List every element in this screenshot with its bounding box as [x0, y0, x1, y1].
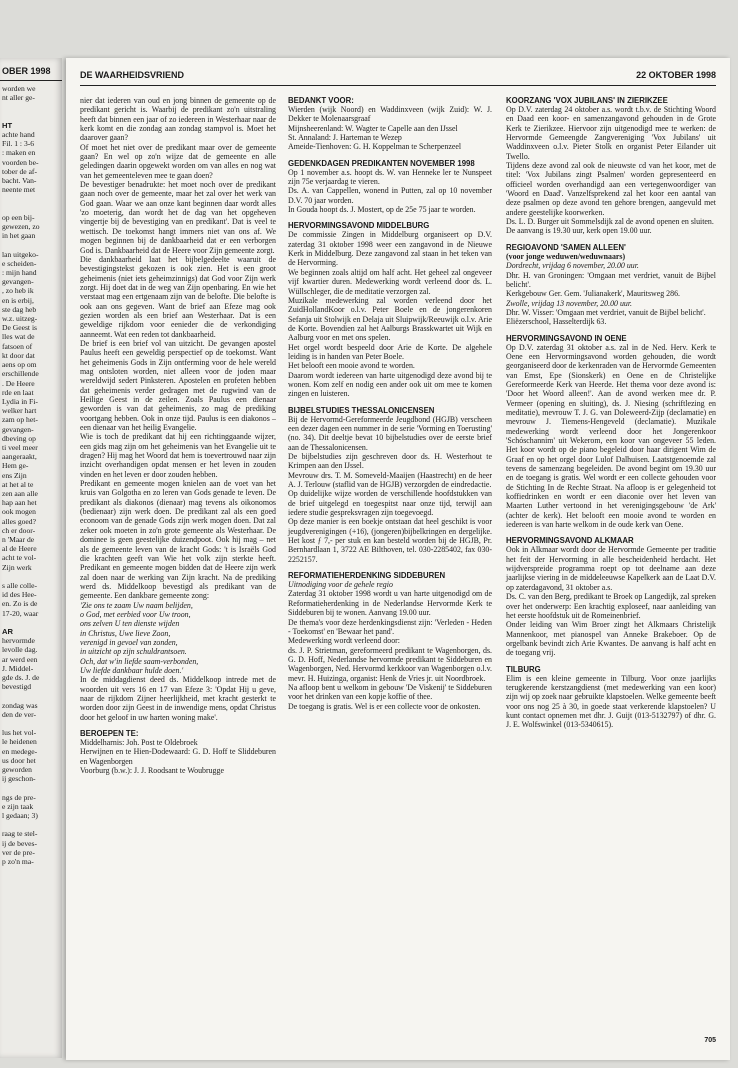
paragraph: Die dankbaarheid laat het bijbelgedeelte waaruit de bevestigingstekst gekozen is ook zien. Het is een groot geheimenis (niet iets geheimzinnigs) dat God voor Zijn werk zorgt. Hij doet dat in de weg van Zijn openbaring. En wie het verstaat mag een ertgenaam zijn van de belofte. Die belofte is ook aan ons gegeven. Want de brief aan Efeze mag ook gezien worden als een brief aan Westerhaar. Dat is een geweldige rijkdom voor eenieder die de verkondiging aanneemt. Wat een reden tot dankbaarheid. — [80, 254, 276, 339]
previous-page-line: at het al te — [2, 479, 34, 489]
previous-page-line: 17-20, waar — [2, 608, 39, 618]
previous-page-line: zondag was — [2, 700, 38, 710]
italic-line: in uitzicht op zijn schuldrantsoen. — [80, 647, 187, 657]
previous-page-line — [2, 194, 60, 203]
previous-page-line: en medege- — [2, 746, 38, 756]
italic-line: ons zelven U ten dienste wijden — [80, 619, 180, 629]
previous-page-line: lus het vol- — [2, 728, 37, 738]
previous-page-line — [2, 204, 60, 213]
paragraph: Daarom wordt iedereen van harte uitgenodigd deze avond bij te wonen. Kom zelf en nodig een ander ook uit om mee te komen zingen en luisteren. — [288, 370, 492, 399]
previous-page-line: gevangen- — [2, 424, 34, 434]
previous-page-line: voorden be- — [2, 157, 39, 167]
previous-page-line: ens Zijn — [2, 470, 27, 480]
previous-page-text — [2, 84, 60, 866]
previous-page-line: id des Hee- — [2, 590, 37, 600]
paragraph: De brief is een brief vol van uitzicht. De gevangen apostel Paulus heeft een geweldig perspectief op de toekomst. Want het geheimenis Gods in Zijn ontferming voor de hele wereld mag ontsloten worden, niet alleen voor de joden maar wereldwijd sedert Pinksteren. Apostelen en profeten hebben dat geheimenis verder gedragen met de rugwind van de Heilige Geest in de zeilen. Zoals Paulus een dienaar geworden is van dat geheimenis, zo mag de prediking voortgang hebben. Ook in onze tijd. Paulus is een diakonos – een dienaar van het heilig Evangelie. — [80, 338, 276, 433]
section-heading: HERVORMINGSAVOND MIDDELBURG — [288, 221, 430, 231]
paragraph: Medewerking wordt verleend door: — [288, 636, 400, 646]
previous-page-line: erschillende — [2, 369, 39, 379]
previous-page-line: hap aan het — [2, 498, 37, 508]
paragraph: De aanvang is 19.30 uur, kerk open 19.00 uur. — [506, 226, 652, 236]
paragraph: Op D.V. zaterdag 24 oktober a.s. wordt t.b.v. de Stichting Woord en Daad een koor- en samenzangavond gehouden in de Grote Kerk te Zierikzee. Hiervoor zijn uitgenodigd mee te werken: de Hervormde Gemeengde Zangvereniging 'Vox Jubilans' uit Waddinxveen o.l.v. Pieter Stolk en organist Peter Eilander uit Twello. — [506, 105, 716, 161]
paragraph: Herwijnen en te Hien-Dodewaard: G. D. Hoff te Sliddeburen en Wagenborgen — [80, 747, 276, 766]
previous-page-line — [2, 240, 60, 249]
previous-page-line: hervormde — [2, 636, 35, 646]
previous-page-line: bevestigd — [2, 682, 32, 692]
previous-page-line: bacht. Van- — [2, 176, 37, 186]
paragraph: Het orgel wordt bespeeld door Arie de Korte. De algehele leiding is in handen van Peter Boele. — [288, 342, 492, 361]
page-header — [80, 70, 716, 84]
paragraph: Voorburg (b.w.): J. J. Roodsant te Woubrugge — [80, 766, 224, 776]
page-number: 705 — [704, 1037, 716, 1044]
previous-page-fragment — [0, 58, 62, 1058]
paragraph: De commissie Zingen in Middelburg organiseert op D.V. zaterdag 31 oktober 1998 weer een zangavond in de Nieuwe Kerk in Middelburg. Deze zangavond zal staan in het teken van de Hervorming. — [288, 230, 492, 268]
paragraph: Onder leiding van Wim Broer zingt het Alkmaars Christelijk Mannenkoor, met pianospel van Anneke Brakeboer. Op de orgelbank bevindt zich Arie Kwantes. De aanvang is half acht en de toegang vrij. — [506, 620, 716, 658]
previous-page-line: dbeving op — [2, 433, 36, 443]
previous-page-line — [2, 783, 60, 792]
paragraph: ds. J. P. Strietman, gereformeerd predikant te Wagenborgen, ds. G. D. Hoff, Nederlandse hervormde predikant te Siddeburen en Wagenborgen, Ned. Hervormd kerkkoor van Wagenborgen o.l.v. mevr. H. Huizinga, organist: Henk de Vries jr. uit Noordbroek. — [288, 645, 492, 683]
column-2 — [288, 96, 492, 711]
previous-page-line: HT — [2, 120, 13, 130]
previous-page-line: worden we — [2, 84, 36, 93]
previous-page-line: e zijn taak — [2, 801, 34, 811]
previous-page-line: ij de beves- — [2, 838, 38, 848]
previous-page-line: : maken en — [2, 148, 36, 158]
previous-page-line — [2, 719, 60, 728]
paragraph: Muzikale medewerking zal worden verleend door het ZuidHollandKoor o.l.v. Peter Boele en de jongerenkoren Sefanja uit Stolwijk en Delaja uit Sluipwijk/Reeuwijk o.l.v. Arie de Korte. Bovendien zal het Aalburgs Brasskwartet uit Wijk en Aalburg voor en met ons spelen. — [288, 295, 492, 343]
previous-page-line: ij geschon- — [2, 774, 36, 784]
previous-page-line: fatsoen of — [2, 341, 33, 351]
paragraph: Ds. C. van den Berg, predikant te Broek op Langedijk, zal spreken over het onderwerp: Een krachtig exploseef, naar aanleiding van het eerste hoofdstuk uit de Romeinenbrief. — [506, 592, 716, 620]
italic-line: o God, met eerbied voor Uw troon, — [80, 609, 191, 619]
previous-page-line: , zo heb ik — [2, 286, 34, 296]
previous-page-line: gde ds. J. de — [2, 673, 40, 682]
paragraph: Ameide-Tienhoven: G. H. Koppelman te Scherpenzeel — [288, 142, 462, 152]
italic-line: Och, dat w'in liefde saam-verbonden, — [80, 656, 199, 666]
paragraph: Ook in Alkmaar wordt door de Hervormde Gemeente per traditie het feit der Hervorming in alle bescheidenheid herdacht. Het wijdverspreide programma roept op tot deelname aan deze jaarlijkse viering in de middeleeuwse Kapelkerk aan de Laat D.V. op zaterdagavond, 31 oktober a.s. — [506, 545, 716, 592]
previous-page-line: e scheiden- — [2, 258, 37, 268]
previous-page-line — [2, 618, 60, 627]
paragraph: Bij de Hervormd-Gereformeerde Jeugdbond (HGJB) verscheen een dezer dagen een nummer in de serie 'Vorming en Toerusting' (no. 34). Dit deeltje bevat 10 bijbelstudies over de eerste brief aan de Thessalonicensen. — [288, 414, 492, 452]
paragraph: Ds. A. van Cappellen, wonend in Putten, zal op 10 november D.V. 70 jaar worden. — [288, 186, 492, 205]
previous-page-line: De Geest is — [2, 323, 38, 333]
paragraph: De bijbelstudies zijn geschreven door ds. H. Westerhout te Krimpen aan den IJssel. — [288, 452, 492, 471]
previous-page-line: gewezen, zo — [2, 222, 40, 232]
paragraph: nier dat iederen van oud en jong binnen de gemeente op de predikant gericht is. Waarbij de predikant zo'n uitstraling heeft dat binnen een jaar of zo iedereen in Westerhaar naar de kerk komt en die zondag aan zondag stampvol is. Moet het daarover gaan? — [80, 96, 276, 143]
previous-page-line: le heidenen — [2, 737, 37, 747]
paragraph: Dhr. H. van Groningen: 'Omgaan met verdriet, vanuit de Bijbel belicht'. — [506, 270, 716, 289]
publication-title: DE WAARHEIDSVRIEND — [80, 70, 185, 80]
italic-line: Uw liefde dankbaar hulde doen.' — [80, 665, 184, 675]
column-1 — [80, 96, 276, 775]
section-heading: BEROEPEN TE: — [80, 729, 139, 739]
previous-page-line: neente met — [2, 185, 36, 195]
previous-page-line: geworden — [2, 765, 32, 775]
previous-page-rule — [0, 80, 62, 81]
previous-page-line: alles goed? — [2, 516, 36, 526]
previous-page-line: aens op om — [2, 360, 37, 370]
section-heading: REGIOAVOND 'SAMEN ALLEEN' — [506, 242, 626, 252]
previous-page-line: achte hand — [2, 130, 35, 140]
previous-page-line: lan uitgeko- — [2, 249, 39, 259]
paragraph: De toegang is gratis. Wel is er een collecte voor de onkosten. — [288, 701, 481, 711]
paragraph: Wie is toch de predikant dat hij een richtinggaande wijzer, een gids mag zijn om het geheimenis van het Evangelie uit te dragen? Hij mag het Woord dat hem is toevertrouwd naar zijn inzicht overhandigen opdat mensen er het leven in zouden vinden en het leven er door zouden hebben. — [80, 432, 276, 479]
paragraph: Op 1 november a.s. hoopt ds. W. van Henneke ler te Nunspeet zijn 75e verjaardag te vieren. — [288, 167, 492, 187]
paragraph: Middelharnis: Joh. Post te Oldebroek — [80, 738, 198, 748]
previous-page-line: Lydia in Fi- — [2, 396, 38, 406]
paragraph: Mijnsheerenland: W. Wagter te Capelle aan den IJssel — [288, 123, 458, 133]
italic-line: in Christus, Uwe lieve Zoon, — [80, 628, 171, 638]
previous-page-line: lles wat de — [2, 332, 35, 342]
section-heading: REFORMATIEHERDENKING SIDDEBUREN — [288, 571, 446, 581]
previous-page-line: ver de pre- — [2, 847, 35, 857]
section-heading: KOORZANG 'VOX JUBILANS' IN ZIERIKZEE — [506, 96, 668, 105]
paragraph: Ds. L. D. Burger uit Sommelsdijk zal de avond openen en sluiten. — [506, 217, 714, 227]
previous-page-line — [2, 820, 60, 829]
bold-line: (voor jonge weduwen/weduwnaars) — [506, 251, 626, 261]
paragraph: Dhr. W. Visser: 'Omgaan met verdriet, vanuit de Bijbel belicht'. — [506, 307, 706, 317]
section-heading: GEDENKDAGEN PREDIKANTEN NOVEMBER 1998 — [288, 158, 475, 168]
previous-page-line: Zijn werk — [2, 562, 32, 572]
italic-line: 'Zie ons te zaam Uw naam belijden, — [80, 600, 193, 610]
previous-page-line — [2, 572, 60, 581]
previous-page-line: nt aller ge- — [2, 93, 35, 103]
previous-page-header: OBER 1998 — [2, 66, 51, 76]
previous-page-line: levolle dag. — [2, 645, 38, 655]
previous-page-line: acht te vol- — [2, 553, 37, 563]
previous-page-line: welker hart — [2, 406, 37, 416]
previous-page-line: gevangen- — [2, 277, 34, 287]
previous-page-line: n 'Maar de — [2, 534, 35, 544]
paragraph: Zaterdag 31 oktober 1998 wordt u van harte uitgenodigd om de Reformatieherdenking in de Nederlandse Hervormde Kerk te Siddeburen bij te wonen. Aanvang 19.00 uur. — [288, 589, 492, 618]
column-3 — [506, 96, 716, 730]
previous-page-line: ook mogen — [2, 507, 36, 517]
paragraph: In Gouda hoopt ds. J. Mostert, op de 25e 75 jaar te worden. — [288, 205, 476, 215]
previous-page-line: den de ver- — [2, 709, 37, 719]
previous-page-line: aangeraakt, — [2, 452, 37, 462]
previous-page-line: in het gaan — [2, 231, 36, 241]
section-heading: HERVORMINGSAVOND IN OENE — [506, 333, 627, 343]
previous-page-line: kt door dat — [2, 350, 35, 360]
paragraph: Wierden (wijk Noord) en Waddinxveen (wijk Zuid): W. J. Dekker te Molenaarsgraaf — [288, 105, 492, 124]
paragraph: Op duidelijke wijze worden de verschillende hoofdstukken van de brief uitgelegd en toegespitst naar onze tijd, terwijl aan iedere studie gespreksvragen zijn toegevoegd. — [288, 489, 492, 518]
previous-page-line: ch er door- — [2, 525, 36, 535]
paragraph: We beginnen zoals altijd om half acht. Het geheel zal ongeveer vijf kwartier duren. Medewerking wordt verleend door ds. L. Wüllschleger, die de meditatie verzorgen zal. — [288, 267, 492, 296]
section-heading: TILBURG — [506, 664, 541, 674]
paragraph: St. Annaland: J. Harteman te Wezep — [288, 133, 402, 143]
section-heading: HERVORMINGSAVOND ALKMAAR — [506, 536, 634, 546]
issue-date: 22 OKTOBER 1998 — [636, 70, 716, 80]
previous-page-line: raag te stel- — [2, 829, 38, 839]
previous-page-line: Hem ge- — [2, 461, 29, 471]
section-heading: BIJBELSTUDIES THESSALONICENSEN — [288, 405, 435, 415]
paragraph: Elim is een kleine gemeente in Tilburg. Voor onze jaarlijks terugkerende kerstzangdienst (met medewerking van een koor) zijn wij op zoek naar gebruikte klapstoelen. Welke gemeente beeft voor ons nog 25 à 30, in goede staat verkerende klapstoelen? U kunt contact opnemen met dhr. J. Guijt (013-5132797) of dhr. G. J. E. Wolfswinkel (013-5340615). — [506, 673, 716, 730]
section-heading: BEDANKT VOOR: — [288, 96, 354, 105]
paragraph: Predikant en gemeente mogen knielen aan de voet van het kruis van Golgotha en zo leren van Gods genade te leven. De predikant als diakonos (dienaar) mag tevens als oikonomos (bedienaar) zijn werk doen. De predikant zal als een goed econoom van de genade Gods zijn werk mogen doen. Dat zal zeker ook moeten in zo'n grote gemeente als Westerhaar. De dominee is geen geestelijke duizendpoot. Ook hij mag – net als de gemeente leven van de kracht Gods: 't is Israëls God die krachten geeft van Wie het volk zijn sterkte heeft. Predikant en gemeente mogen bidden dat de Heere zijn werk zal doen naar de werking van Zijn kracht. Na de prediking werd ds. Middelkoop bevestigd als predikant van de gemeente. Een dankbare gemeente zong: — [80, 479, 276, 601]
previous-page-line — [2, 691, 60, 700]
previous-page-line: ti veel meer — [2, 442, 38, 452]
previous-page-line: s alle colle- — [2, 580, 37, 590]
previous-page-line: zam op het- — [2, 415, 38, 425]
paragraph: Eliëzerschool, Hasselterdijk 63. — [506, 317, 607, 327]
previous-page-line: al de Heere — [2, 544, 37, 554]
previous-page-line: J. Middel- — [2, 663, 34, 673]
previous-page-line: ar werd een — [2, 654, 38, 664]
previous-page-line: tober de af- — [2, 166, 37, 176]
previous-page-line: en is erbij, — [2, 295, 34, 305]
previous-page-line — [2, 112, 60, 121]
italic-line: Zwolle, vrijdag 13 november, 20.00 uur. — [506, 298, 633, 308]
previous-page-line: op een bij- — [2, 212, 35, 222]
italic-line: verenigd in gevoel van zonden, — [80, 637, 178, 647]
paragraph: Na afloop bent u welkom in gebouw 'De Viskenij' te Siddeburen voor het drinken van een kopje koffie of thee. — [288, 682, 492, 702]
previous-page-line: ngs de pre- — [2, 792, 36, 802]
previous-page-line: : mijn hand — [2, 268, 37, 278]
previous-page-line: us door het — [2, 755, 36, 765]
previous-page-line: AR — [2, 626, 13, 636]
paragraph: Het belooft een mooie avond te worden. — [288, 361, 415, 371]
previous-page-line: . De Heere — [2, 378, 35, 388]
paragraph: In de middagdienst deed ds. Middelkoop intrede met de woorden uit vers 16 en 17 van Efeze 3: 'Opdat Hij u geve, naar de rijkdom Zijner heerlijkheid, met kracht gesterkt te worden door zijn Geest in de inwendige mens, opdat Christus door het geloof in uw harten woning make'. — [80, 675, 276, 722]
previous-page-line: Fil. 1 : 3-6 — [2, 139, 35, 149]
previous-page-line: l gedaan; 3) — [2, 811, 38, 821]
previous-page-line: w.z. uitzeg- — [2, 314, 38, 324]
previous-page-line: ste dag heb — [2, 304, 37, 314]
previous-page-line: en. Zo is de — [2, 599, 38, 609]
previous-page-line: p zo'n ma- — [2, 857, 34, 867]
previous-page-line: zen aan alle — [2, 488, 38, 498]
previous-page-line: rde en laat — [2, 387, 34, 397]
paragraph: De bevestiger benadrukte: het moet noch over de predikant gaan noch over de gemeente, maar het zal over het werk van God gaan. Waar we aan onze kant beginnen daar wordt alles 'zo moeterig, dan wordt het de dag van het opgeheven vingertje bij de bevestiging van en predikant'. Dat is veel te wettisch. De toekomst hangt immers niet van ons af. We mogen beginnen bij de dankbaarheid dat er een verborgen God is. Dankbaarheid dat de Heere voor Zijn gemeente zorgt. — [80, 180, 276, 255]
newspaper-page — [66, 58, 730, 1060]
paragraph: Op D.V. zaterdag 31 oktober a.s. zal in de Ned. Herv. Kerk te Oene een Hervormingsavond worden gehouden, die wordt georganiseerd door de kerkenraden van de Hervormde Gemeenten van Emst, Epe (Sionskerk) en Oene en de Christelijke Gereformeerde Kerk van Heerde. Het thema voor deze avond is: 'Door het Woord alleen!'. Aan de avond werken mee dr. P. Vermeer (opening en sluiting), ds. J. Niesing (schriftlezing en meditatie), mevrouw T. J. G. van Doleweerd-Zijp (declamatie) en mevrouw J. Tiemens-Hengeveld (declamatie). Muzikale medewerking wordt verleend door het Jongerenkoor 'Schóschannim' uit Wekerom, een koor van ongeveer 55 leden. Het koor wordt op de piano begeleid door haar dirigent Wim de Graaf en op het orgel door Lulof Dalhuisen. Laatstgenoemde zal tevens de samenzang begeleiden. De avond begint om 19.30 uur en de toegang is gratis. Wel wordt er een collecte gehouden voor de Stichting In de Rechte Straat. Na afloop is er gelegenheid tot koffiedrinken en wordt er een diaconie over het leven van Maarten Luther vertoond in het verenigingsgebouw 'de Ark' (achter de kerk). Het belooft een mooie avond te worden en iedereen is van harte welkom in de oude kerk van Oene. — [506, 342, 716, 530]
previous-page-line — [2, 102, 60, 111]
paragraph: Op deze manier is een boekje ontstaan dat heel geschikt is voor jeugdverenigingen (+16), (jongeren)bijbelkringen en dergelijke. Het kost ƒ 7,- per stuk en kan besteld worden bij de HGJB, Pr. Bernhardlaan 1, 3722 AE Bilthoven, tel. 030-2285402, fax 030-2252157. — [288, 517, 492, 564]
header-rule — [80, 85, 716, 86]
paragraph: Of moet het niet over de predikant maar over de gemeente gaan? En wel op zo'n wijze dat de gemeente en alle geledingen daarin opgewekt worden om van alles en nog wat van het gemeenteleven mee te gaan doen? — [80, 142, 276, 180]
paragraph: De thema's voor deze herdenkingsdienst zijn: 'Verleden - Heden - Toekomst' en 'Bewaar het pand'. — [288, 617, 492, 636]
italic-line: Dordrecht, vrijdag 6 november, 20.00 uur. — [506, 261, 639, 271]
paragraph: Mevrouw drs. T. M. Someveld-Maaijen (Haastrecht) en de heer A. J. Terlouw (staflid van de HGJB) verzorgden de eindredactie. — [288, 470, 492, 490]
paragraph: Kerkgebouw Ger. Gem. 'Julianakerk', Mauritsweg 286. — [506, 289, 680, 299]
italic-line: Uitnodiging voor de gehele regio — [288, 580, 393, 590]
paragraph: Tijdens deze avond zal ook de nieuwste cd van het koor, met de titel: 'Vox Jubilans zingt Psalmen' worden gepresenteerd en officieel worden overhandigd aan een vertegenwoordiger van 'Woord en Daad'. Vanzelfsprekend zal het koor een aantal van deze psalmen op deze avond ten gehore brengen, aangevuld met andere geestelijke koorwerken. — [506, 161, 716, 217]
